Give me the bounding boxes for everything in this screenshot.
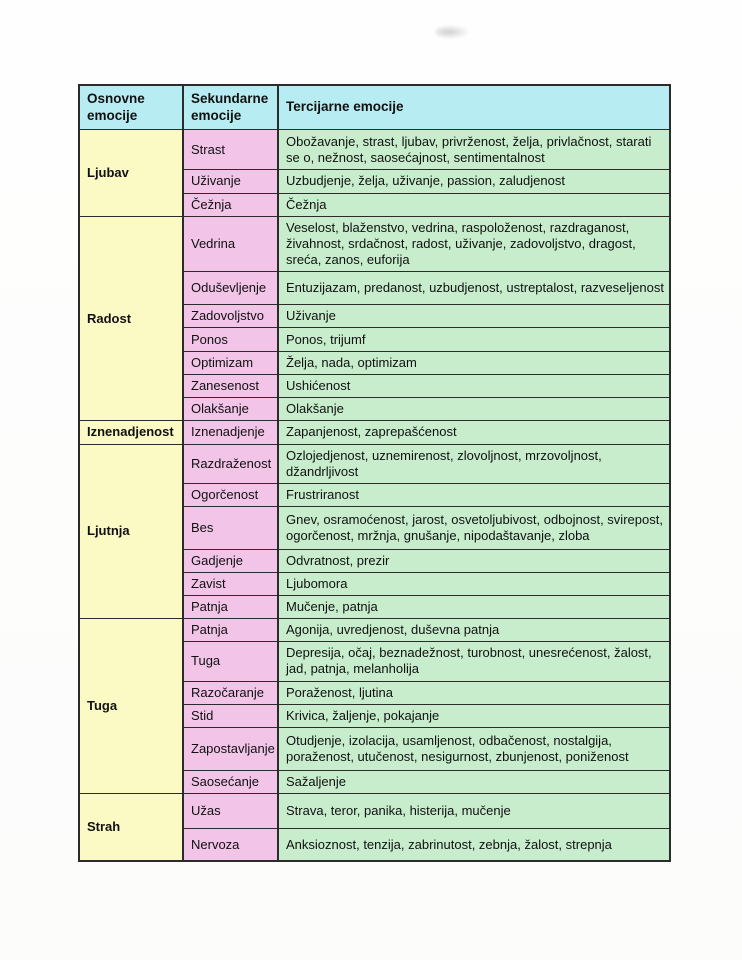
secondary-emotion-cell: Nervoza — [183, 828, 278, 861]
primary-emotion-cell-ljubav: Ljubav — [79, 130, 183, 216]
secondary-emotion-cell: Vedrina — [183, 216, 278, 271]
tertiary-emotions-cell: Čežnja — [278, 193, 670, 216]
secondary-emotion-cell: Optimizam — [183, 352, 278, 375]
tertiary-emotions-cell: Gnev, osramoćenost, jarost, osvetoljubivost, odbojnost, svirepost, ogorčenost, mržnja, gnušanje, nipodaštavanje, zloba — [278, 506, 670, 549]
table-row — [79, 444, 670, 483]
tertiary-emotions-cell: Frustriranost — [278, 483, 670, 506]
table-row — [79, 216, 670, 271]
primary-emotion-cell-radost: Radost — [79, 216, 183, 421]
tertiary-emotions-cell: Depresija, očaj, beznadežnost, turobnost, unesrećenost, žalost, jad, patnja, melanholija — [278, 642, 670, 681]
tertiary-emotions-cell: Otudjenje, izolacija, usamljenost, odbačenost, nostalgija, poraženost, utučenost, nesigurnost, zbunjenost, poniženost — [278, 727, 670, 770]
emotions-table — [78, 84, 671, 862]
secondary-emotion-cell: Strast — [183, 130, 278, 170]
secondary-emotion-cell: Ponos — [183, 328, 278, 352]
scan-artifact — [435, 25, 469, 39]
secondary-emotion-cell: Zanesenost — [183, 375, 278, 398]
header-primary-emotions: Osnovne emocije — [79, 85, 183, 130]
tertiary-emotions-cell: Krivica, žaljenje, pokajanje — [278, 704, 670, 727]
tertiary-emotions-cell: Veselost, blaženstvo, vedrina, raspoloženost, razdraganost, živahnost, srdačnost, radost, uživanje, zadovoljstvo, dragost, sreća, zanos, euforija — [278, 216, 670, 271]
table-row — [79, 130, 670, 170]
secondary-emotion-cell: Zapostavljanje — [183, 727, 278, 770]
secondary-emotion-cell: Olakšanje — [183, 398, 278, 421]
secondary-emotion-cell: Zavist — [183, 573, 278, 596]
tertiary-emotions-cell: Strava, teror, panika, histerija, mučenje — [278, 793, 670, 828]
primary-emotion-cell-strah: Strah — [79, 793, 183, 861]
tertiary-emotions-cell: Poraženost, ljutina — [278, 681, 670, 704]
secondary-emotion-cell: Oduševljenje — [183, 272, 278, 305]
tertiary-emotions-cell: Ushićenost — [278, 375, 670, 398]
header-secondary-emotions: Sekundarne emocije — [183, 85, 278, 130]
tertiary-emotions-cell: Sažaljenje — [278, 770, 670, 793]
tertiary-emotions-cell: Entuzijazam, predanost, uzbudjenost, ustreptalost, razveseljenost — [278, 272, 670, 305]
secondary-emotion-cell: Tuga — [183, 642, 278, 681]
tertiary-emotions-cell: Želja, nada, optimizam — [278, 352, 670, 375]
primary-emotion-cell-iznenadjenost: Iznenadjenost — [79, 421, 183, 444]
tertiary-emotions-cell: Uzbudjenje, želja, uživanje, passion, zaludjenost — [278, 170, 670, 193]
secondary-emotion-cell: Užas — [183, 793, 278, 828]
tertiary-emotions-cell: Anksioznost, tenzija, zabrinutost, zebnja, žalost, strepnja — [278, 828, 670, 861]
secondary-emotion-cell: Razdraženost — [183, 444, 278, 483]
table-row — [79, 619, 670, 642]
tertiary-emotions-cell: Obožavanje, strast, ljubav, privrženost, želja, privlačnost, starati se o, nežnost, saosećajnost, sentimentalnost — [278, 130, 670, 170]
secondary-emotion-cell: Čežnja — [183, 193, 278, 216]
secondary-emotion-cell: Patnja — [183, 619, 278, 642]
primary-emotion-cell-ljutnja: Ljutnja — [79, 444, 183, 619]
secondary-emotion-cell: Uživanje — [183, 170, 278, 193]
tertiary-emotions-cell: Ljubomora — [278, 573, 670, 596]
tertiary-emotions-cell: Ozlojedjenost, uznemirenost, zlovoljnost, mrzovoljnost, džandrljivost — [278, 444, 670, 483]
tertiary-emotions-cell: Odvratnost, prezir — [278, 549, 670, 572]
tertiary-emotions-cell: Uživanje — [278, 305, 670, 328]
tertiary-emotions-cell: Ponos, trijumf — [278, 328, 670, 352]
tertiary-emotions-cell: Agonija, uvredjenost, duševna patnja — [278, 619, 670, 642]
secondary-emotion-cell: Saosećanje — [183, 770, 278, 793]
tertiary-emotions-cell: Mučenje, patnja — [278, 596, 670, 619]
header-tertiary-emotions: Tercijarne emocije — [278, 85, 670, 130]
tertiary-emotions-cell: Olakšanje — [278, 398, 670, 421]
secondary-emotion-cell: Razočaranje — [183, 681, 278, 704]
secondary-emotion-cell: Ogorčenost — [183, 483, 278, 506]
header-row — [79, 85, 670, 130]
secondary-emotion-cell: Bes — [183, 506, 278, 549]
secondary-emotion-cell: Gadjenje — [183, 549, 278, 572]
secondary-emotion-cell: Iznenadjenje — [183, 421, 278, 444]
secondary-emotion-cell: Patnja — [183, 596, 278, 619]
tertiary-emotions-cell: Zapanjenost, zaprepašćenost — [278, 421, 670, 444]
table-row — [79, 793, 670, 828]
secondary-emotion-cell: Stid — [183, 704, 278, 727]
secondary-emotion-cell: Zadovoljstvo — [183, 305, 278, 328]
table-row — [79, 421, 670, 444]
primary-emotion-cell-tuga: Tuga — [79, 619, 183, 794]
